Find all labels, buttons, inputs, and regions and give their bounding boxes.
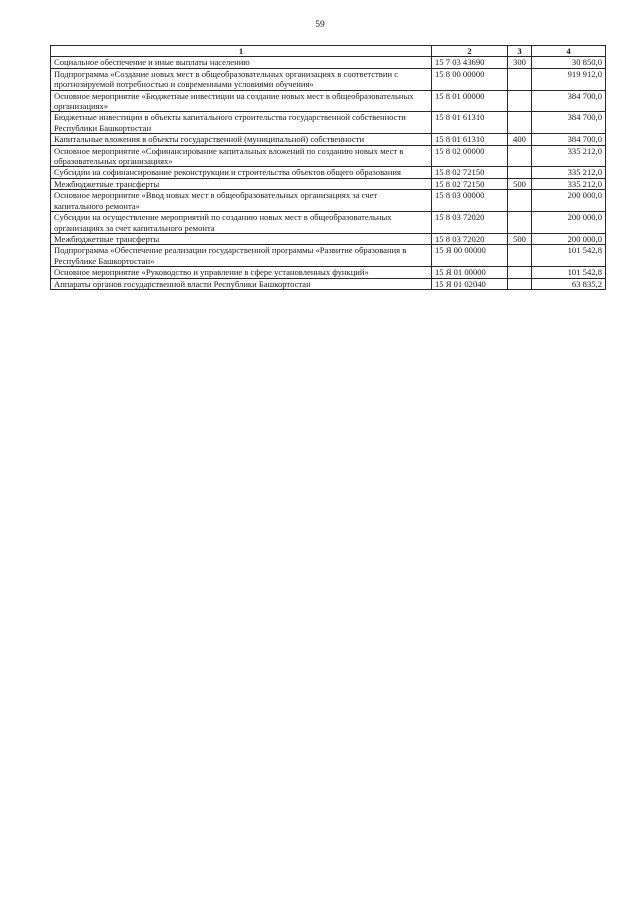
column-header-code: 2: [432, 46, 508, 57]
row-amount-cell: 30 850,0: [532, 57, 606, 68]
row-code-cell: 15 8 02 72150: [432, 178, 508, 189]
row-name-cell: Основное мероприятие «Руководство и управление в сфере установленных функций»: [51, 267, 432, 278]
row-type-cell: [508, 90, 532, 112]
budget-table: [50, 45, 606, 290]
row-code-cell: 15 8 03 72020: [432, 212, 508, 234]
row-amount-cell: 200 000,0: [532, 190, 606, 212]
page-number: 59: [315, 20, 325, 30]
row-amount-cell: 335 212,0: [532, 178, 606, 189]
table-row: [51, 267, 606, 278]
table-row: [51, 245, 606, 267]
row-amount-cell: 63 835,2: [532, 278, 606, 289]
table-row: [51, 57, 606, 68]
row-type-cell: 300: [508, 57, 532, 68]
row-name-cell: Межбюджетные трансферты: [51, 178, 432, 189]
row-amount-cell: 200 000,0: [532, 212, 606, 234]
row-amount-cell: 384 700,0: [532, 90, 606, 112]
row-name-cell: Межбюджетные трансферты: [51, 233, 432, 244]
row-amount-cell: 335 212,0: [532, 167, 606, 178]
row-type-cell: [508, 278, 532, 289]
row-code-cell: 15 8 01 61310: [432, 112, 508, 134]
table-row: [51, 190, 606, 212]
row-type-cell: [508, 190, 532, 212]
row-name-cell: Субсидии на осуществление мероприятий по созданию новых мест в общеобразовательных организациях за счет капитального ремонта: [51, 212, 432, 234]
row-type-cell: 500: [508, 233, 532, 244]
row-name-cell: Бюджетные инвестиции в объекты капитального строительства государственной собственности Республики Башкортостан: [51, 112, 432, 134]
table-row: [51, 178, 606, 189]
row-type-cell: [508, 68, 532, 90]
row-name-cell: Подпрограмма «Обеспечение реализации государственной программы «Развитие образования в Республике Башкортостан»: [51, 245, 432, 267]
table-row: [51, 112, 606, 134]
row-amount-cell: 101 542,8: [532, 267, 606, 278]
row-amount-cell: 919 912,0: [532, 68, 606, 90]
row-amount-cell: 335 212,0: [532, 145, 606, 167]
column-header-amount: 4: [532, 46, 606, 57]
row-type-cell: [508, 167, 532, 178]
row-type-cell: [508, 245, 532, 267]
row-name-cell: Подпрограмма «Создание новых мест в общеобразовательных организациях в соответствии с прогнозируемой потребностью и современными условиями обучения»: [51, 68, 432, 90]
row-name-cell: Субсидии на софинансирование реконструкции и строительства объектов общего образования: [51, 167, 432, 178]
row-code-cell: 15 7 03 43690: [432, 57, 508, 68]
row-name-cell: Аппараты органов государственной власти Республики Башкортостан: [51, 278, 432, 289]
row-type-cell: 400: [508, 134, 532, 145]
row-name-cell: Основное мероприятие «Софинансирование капитальных вложений по созданию новых мест в образовательных организациях»: [51, 145, 432, 167]
table-row: [51, 167, 606, 178]
row-type-cell: [508, 267, 532, 278]
table-row: [51, 90, 606, 112]
row-name-cell: Основное мероприятие «Ввод новых мест в общеобразовательных организациях за счет капитального ремонта»: [51, 190, 432, 212]
table-row: [51, 145, 606, 167]
table-row: [51, 278, 606, 289]
row-code-cell: 15 8 03 00000: [432, 190, 508, 212]
row-amount-cell: 384 700,0: [532, 112, 606, 134]
table-row: [51, 212, 606, 234]
column-header-type: 3: [508, 46, 532, 57]
row-amount-cell: 200 000,0: [532, 233, 606, 244]
row-type-cell: 500: [508, 178, 532, 189]
row-code-cell: 15 8 01 00000: [432, 90, 508, 112]
table-row: [51, 134, 606, 145]
table-row: [51, 233, 606, 244]
row-code-cell: 15 Я 01 02040: [432, 278, 508, 289]
row-code-cell: 15 Я 01 00000: [432, 267, 508, 278]
row-name-cell: Социальное обеспечение и иные выплаты населению: [51, 57, 432, 68]
row-code-cell: 15 8 02 00000: [432, 145, 508, 167]
row-amount-cell: 101 542,8: [532, 245, 606, 267]
row-type-cell: [508, 112, 532, 134]
row-code-cell: 15 8 00 00000: [432, 68, 508, 90]
table-header-row: [51, 46, 606, 57]
row-code-cell: 15 8 03 72020: [432, 233, 508, 244]
row-code-cell: 15 8 02 72150: [432, 167, 508, 178]
row-name-cell: Капитальные вложения в объекты государственной (муниципальной) собственности: [51, 134, 432, 145]
row-type-cell: [508, 212, 532, 234]
table-row: [51, 68, 606, 90]
row-code-cell: 15 Я 00 00000: [432, 245, 508, 267]
row-code-cell: 15 8 01 61310: [432, 134, 508, 145]
row-name-cell: Основное мероприятие «Бюджетные инвестиции на создание новых мест в общеобразовательных организациях»: [51, 90, 432, 112]
column-header-name: 1: [51, 46, 432, 57]
row-type-cell: [508, 145, 532, 167]
row-amount-cell: 384 700,0: [532, 134, 606, 145]
